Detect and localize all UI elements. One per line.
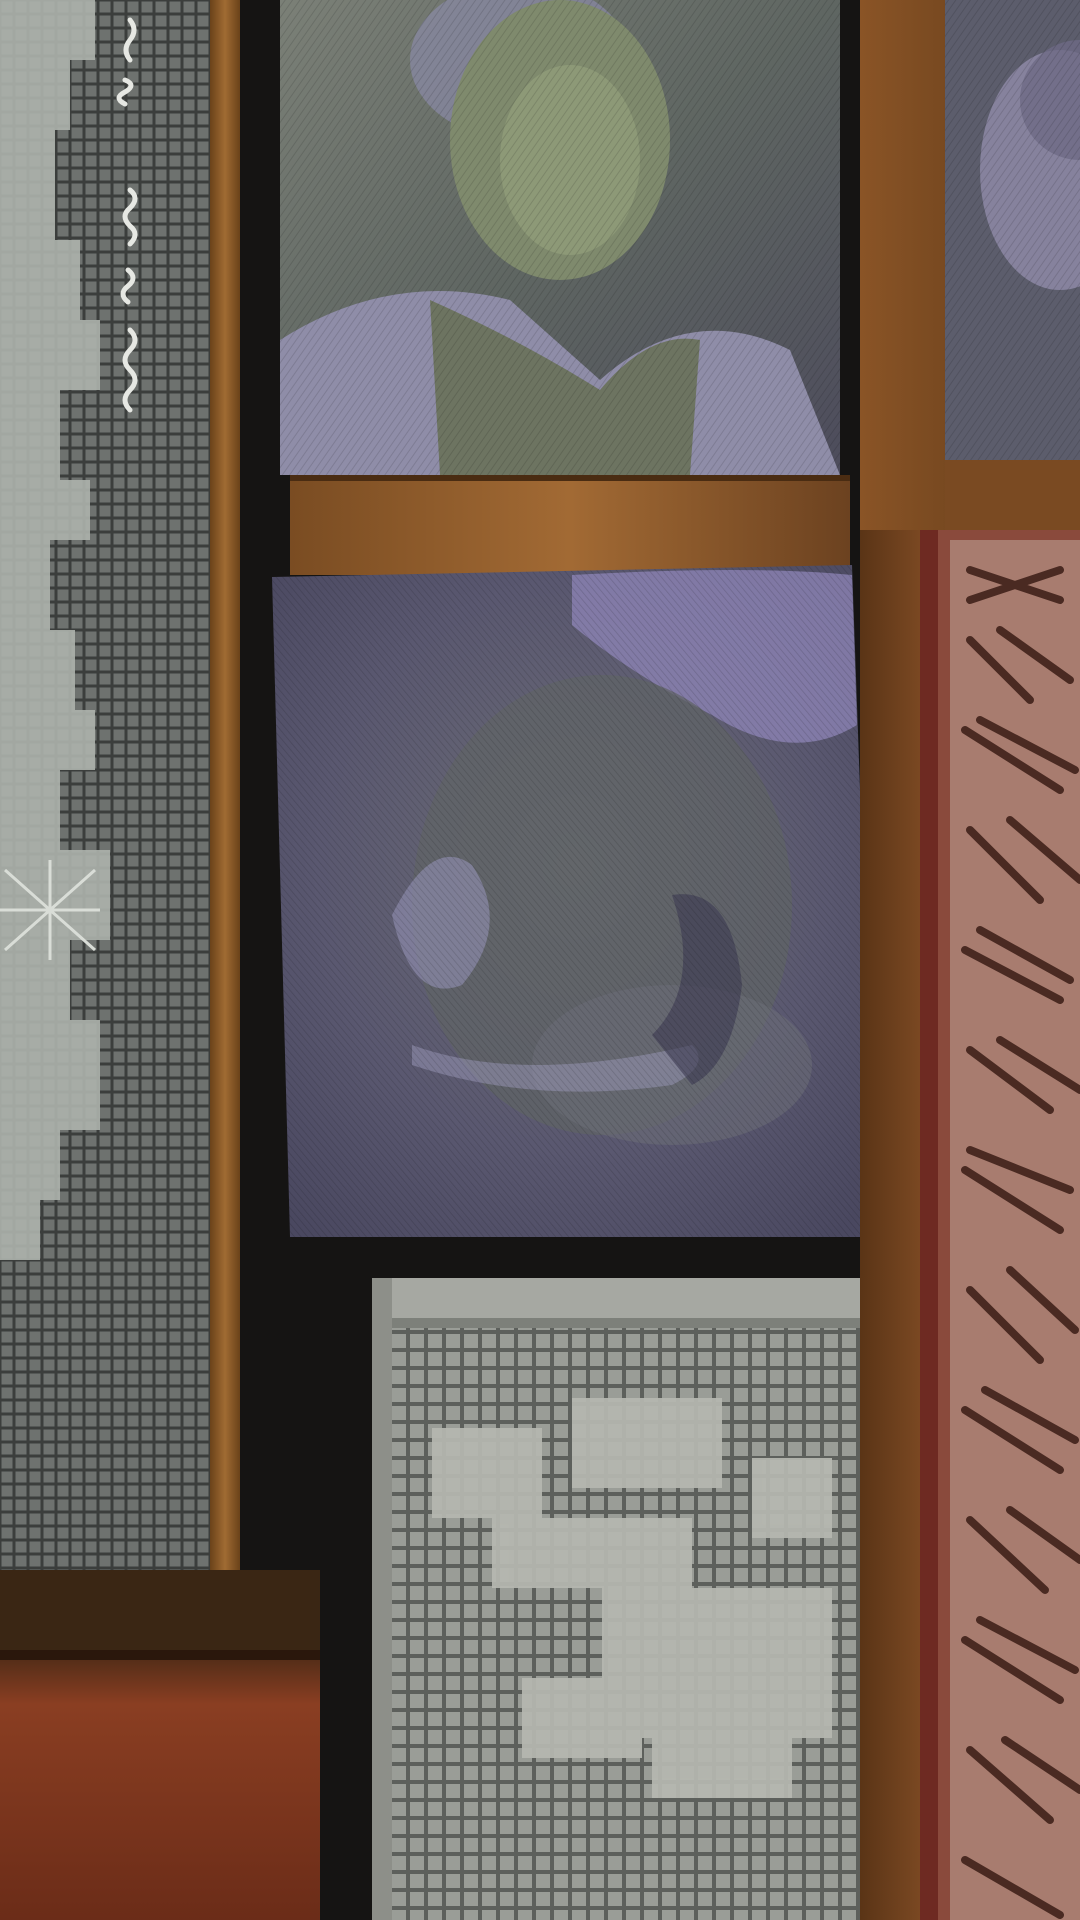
top-portrait-plate [270, 0, 850, 575]
portrait-halftone-icon [272, 565, 876, 1237]
bottom-pattern-plate [372, 1278, 900, 1920]
wood-block-icon [0, 1570, 320, 1920]
cross-stitch-pattern-icon [0, 0, 240, 1610]
right-copper-plate [860, 530, 1080, 1920]
top-right-portrait-plate [860, 0, 1080, 540]
portrait-halftone-icon [860, 0, 1080, 540]
bottom-left-wood-block [0, 1570, 320, 1920]
cross-stitch-pattern-icon [372, 1278, 900, 1920]
portrait-halftone-icon [270, 0, 850, 575]
center-portrait-plate [272, 565, 876, 1237]
engraved-leaf-pattern-icon [860, 530, 1080, 1920]
left-pattern-plate [0, 0, 240, 1610]
